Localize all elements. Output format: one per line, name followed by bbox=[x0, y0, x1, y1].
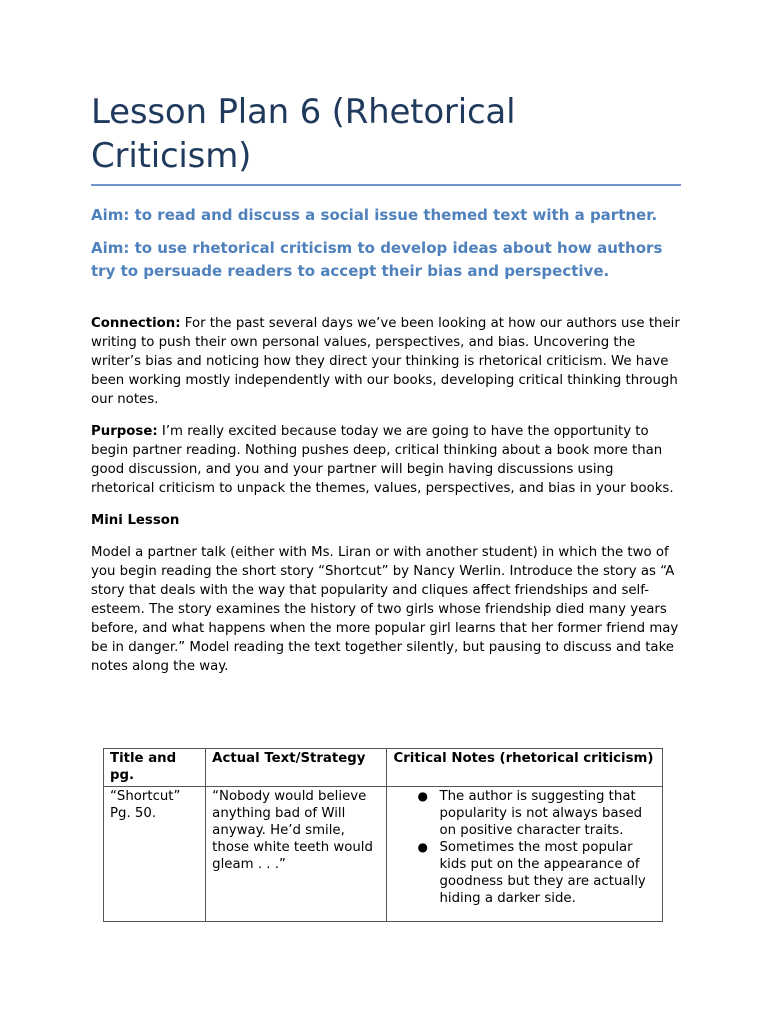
cell-critical-notes bbox=[387, 787, 663, 922]
cell-actual-text: “Nobody would believe anything bad of Will anyway. He’d smile, those white teeth would gleam . . .” bbox=[206, 787, 387, 922]
note-text: The author is suggesting that popularity is not always based on positive character traits. bbox=[439, 789, 643, 838]
aim-2: Aim: to use rhetorical criticism to develop ideas about how authors try to persuade readers to accept their bias and perspective. bbox=[91, 239, 663, 280]
purpose-paragraph bbox=[91, 422, 681, 498]
mini-lesson-heading: Mini Lesson bbox=[91, 513, 180, 528]
connection-text: For the past several days we’ve been looking at how our authors use their writing to push their own personal values, perspectives, and bias. Uncovering the writer’s bias and noticing how they direct your thinking is rhetorical criticism. We have been working mostly independently with our books, developing critical thinking through our notes. bbox=[91, 316, 680, 407]
header-title-and-page: Title and pg. bbox=[104, 749, 206, 787]
document-body bbox=[91, 90, 681, 906]
header-critical-notes: Critical Notes (rhetorical criticism) bbox=[387, 749, 663, 787]
purpose-label: Purpose: bbox=[91, 424, 158, 439]
header-actual-text: Actual Text/Strategy bbox=[206, 749, 387, 787]
connection-paragraph bbox=[91, 314, 681, 409]
purpose-text: I’m really excited because today we are going to have the opportunity to begin partner reading. Nothing pushes deep, critical thinking about a book more than good discussion, and you and your partner will begin having discussions using rhetorical criticism to unpack the themes, values, perspectives, and bias in your books. bbox=[91, 424, 674, 496]
table-header-row bbox=[104, 749, 663, 787]
notes-table bbox=[103, 748, 663, 922]
list-item bbox=[417, 839, 656, 907]
aim-1: Aim: to read and discuss a social issue themed text with a partner. bbox=[91, 206, 658, 224]
notes-list bbox=[393, 788, 656, 907]
table-row bbox=[104, 787, 663, 922]
bullet-icon: ● bbox=[417, 840, 428, 854]
mini-lesson-paragraph: Model a partner talk (either with Ms. Liran or with another student) in which the two of you begin reading the short story “Shortcut” by Nancy Werlin. Introduce the story as “A story that deals with the way that popularity and cliques affect friendships and self-esteem. The story examines the history of two girls whose friendship died many years before, and what happens when the more popular girl learns that her former friend may be in danger.” Model reading the text together silently, but pausing to discuss and take notes along the way. bbox=[91, 545, 679, 674]
note-text: Sometimes the most popular kids put on the appearance of goodness but they are actually hiding a darker side. bbox=[439, 840, 646, 906]
connection-label: Connection: bbox=[91, 316, 181, 331]
page-title: Lesson Plan 6 (Rhetorical Criticism) bbox=[91, 90, 681, 186]
cell-title-and-page: “Shortcut” Pg. 50. bbox=[104, 787, 206, 922]
list-item bbox=[417, 788, 656, 839]
bullet-icon: ● bbox=[417, 789, 428, 803]
